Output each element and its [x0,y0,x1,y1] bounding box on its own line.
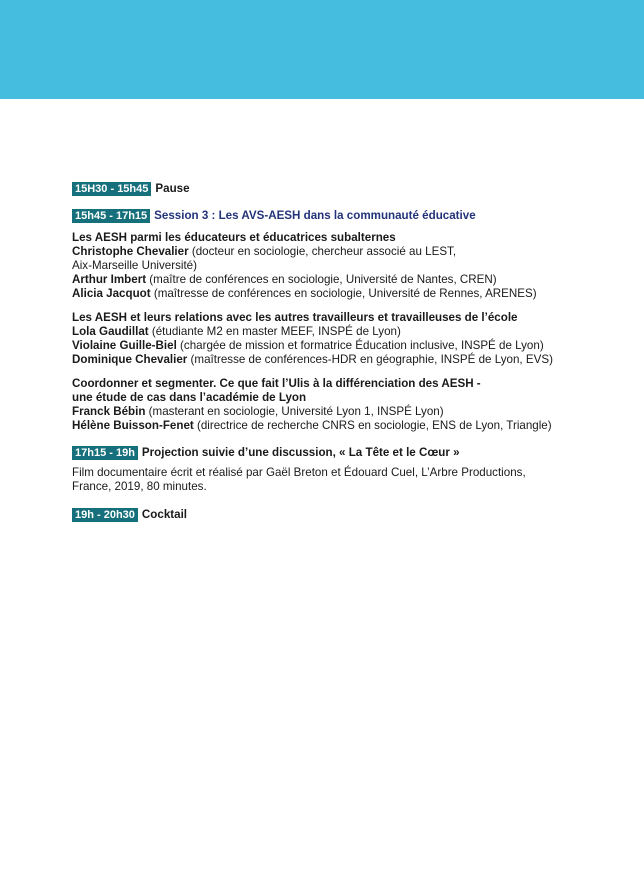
talk-title: Les AESH et leurs relations avec les autres travailleurs et travailleuses de l’école [72,311,518,324]
speaker-line [72,419,612,433]
speaker-affiliation: (directrice de recherche CNRS en sociologie, ENS de Lyon, Triangle) [193,419,552,432]
speaker-name: Dominique Chevalier [72,353,188,366]
speaker-affiliation: (étudiante M2 en master MEEF, INSPÉ de Lyon) [148,325,401,338]
time-tag: 17h15 - 19h [72,446,138,460]
speaker-affiliation: (masterant en sociologie, Université Lyon 1, INSPÉ Lyon) [145,405,444,418]
header-banner [0,0,644,99]
speaker-name: Arthur Imbert [72,273,147,286]
talk-title-cont: une étude de cas dans l’académie de Lyon [72,391,307,404]
slot-title: Projection suivie d’une discussion, « La Tête et le Cœur » [141,446,460,459]
time-tag: 15H30 - 15h45 [72,182,151,196]
speaker-affiliation: (maîtresse de conférences-HDR en géographie, INSPÉ de Lyon, EVS) [187,353,553,366]
talk-2 [72,311,612,367]
cocktail-slot [72,508,612,522]
description-line: Film documentaire écrit et réalisé par Gaël Breton et Édouard Cuel, L’Arbre Productions, [72,466,526,479]
time-tag: 15h45 - 17h15 [72,209,150,223]
speaker-line [72,339,612,353]
speaker-name: Hélène Buisson-Fenet [72,419,194,432]
speaker-line [72,287,612,301]
projection-slot [72,446,612,460]
speaker-affiliation-cont: Aix-Marseille Université) [72,259,197,272]
speaker-affiliation: (chargée de mission et formatrice Éducation inclusive, INSPÉ de Lyon) [176,339,544,352]
session-3-slot [72,209,612,223]
slot-title: Pause [155,182,190,195]
speaker-affiliation: (maître de conférences en sociologie, Université de Nantes, CREN) [146,273,497,286]
projection-description [72,466,612,494]
speaker-name: Christophe Chevalier [72,245,189,258]
speaker-name: Violaine Guille-Biel [72,339,177,352]
speaker-name: Alicia Jacquot [72,287,151,300]
speaker-affiliation: (maîtresse de conférences en sociologie, Université de Rennes, ARENES) [150,287,537,300]
talk-title: Les AESH parmi les éducateurs et éducatrices subalternes [72,231,396,244]
speaker-name: Franck Bébin [72,405,146,418]
talk-1 [72,231,612,301]
session-title: Session 3 : Les AVS-AESH dans la communauté éducative [154,209,476,222]
speaker-line [72,245,612,259]
speaker-name: Lola Gaudillat [72,325,149,338]
program-content [72,182,612,522]
speaker-affiliation: (docteur en sociologie, chercheur associé au LEST, [188,245,457,258]
speaker-line [72,405,612,419]
speaker-line [72,353,612,367]
talk-title: Coordonner et segmenter. Ce que fait l’Ulis à la différenciation des AESH - [72,377,481,390]
slot-title: Cocktail [141,508,188,521]
talk-3 [72,377,612,433]
speaker-line [72,325,612,339]
speaker-line [72,273,612,287]
time-tag: 19h - 20h30 [72,508,138,522]
pause-slot [72,182,612,196]
description-line: France, 2019, 80 minutes. [72,480,207,493]
